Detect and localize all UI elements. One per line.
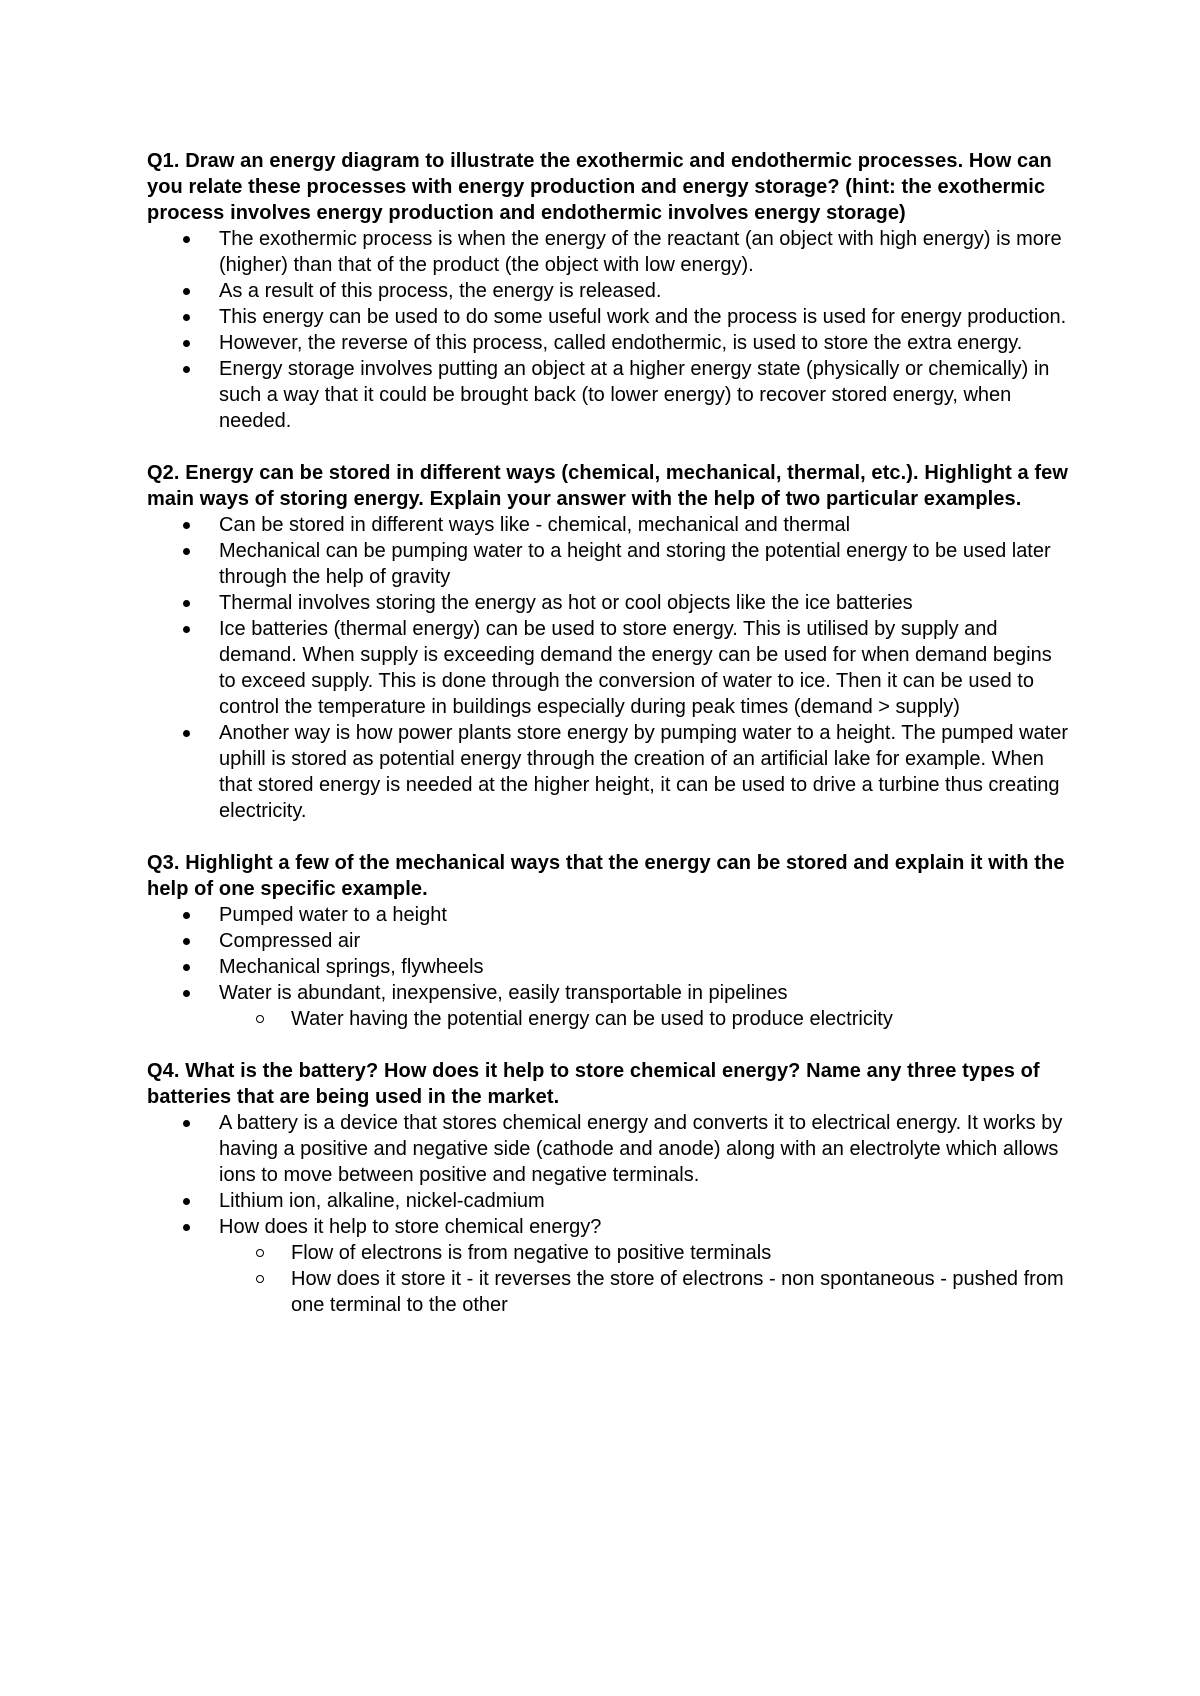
- list-item-text: The exothermic process is when the energy of the reactant (an object with high energy) is more (higher) than that of the product (the object with low energy).: [219, 228, 1062, 276]
- bullet-icon: [183, 990, 190, 997]
- list-item-text: Can be stored in different ways like - chemical, mechanical and thermal: [219, 514, 851, 536]
- list-item-text: Pumped water to a height: [219, 904, 447, 926]
- bullet-icon: [183, 1224, 190, 1231]
- list-item-text: Thermal involves storing the energy as hot or cool objects like the ice batteries: [219, 592, 913, 614]
- list-item-text: However, the reverse of this process, called endothermic, is used to store the extra energy.: [219, 332, 1023, 354]
- sub-list-item: [291, 1240, 1072, 1266]
- bullet-icon: [183, 626, 190, 633]
- list-item: [219, 356, 1072, 434]
- list-item: [219, 720, 1072, 824]
- circle-bullet-icon: [256, 1015, 264, 1023]
- bullet-icon: [183, 1198, 190, 1205]
- bullet-icon: [183, 964, 190, 971]
- bullet-icon: [183, 340, 190, 347]
- question-title: Q2. Energy can be stored in different ways (chemical, mechanical, thermal, etc.). Highlight a few main ways of storing energy. Explain your answer with the help of two particular examples.: [147, 462, 1069, 510]
- list-item-text: Mechanical can be pumping water to a height and storing the potential energy to be used later through the help of gravity: [219, 540, 1051, 588]
- sub-list: [219, 1240, 1072, 1318]
- list-item-text: Another way is how power plants store energy by pumping water to a height. The pumped water uphill is stored as potential energy through the creation of an artificial lake for example. When that stored energy is needed at the higher height, it can be used to drive a turbine thus creating electricity.: [219, 722, 1068, 822]
- answer-list: [147, 902, 1072, 1032]
- answer-list: [147, 512, 1072, 824]
- bullet-icon: [183, 522, 190, 529]
- list-item-text: Water is abundant, inexpensive, easily transportable in pipelines: [219, 982, 788, 1004]
- list-item: [219, 304, 1072, 330]
- list-item-text: Compressed air: [219, 930, 361, 952]
- bullet-icon: [183, 288, 190, 295]
- list-item: [219, 616, 1072, 720]
- sub-list-item: [291, 1266, 1072, 1318]
- list-item: [219, 1214, 1072, 1318]
- question-title: Q3. Highlight a few of the mechanical ways that the energy can be stored and explain it with the help of one specific example.: [147, 852, 1065, 900]
- sub-list-item: [291, 1006, 1072, 1032]
- sub-list-item-text: How does it store it - it reverses the store of electrons - non spontaneous - pushed from one terminal to the other: [291, 1268, 1064, 1316]
- list-item: [219, 1110, 1072, 1188]
- question-title: Q1. Draw an energy diagram to illustrate the exothermic and endothermic processes. How can you relate these processes with energy production and energy storage? (hint: the exothermic process involves energy production and endothermic involves energy storage): [147, 150, 1052, 224]
- answer-list: [147, 226, 1072, 434]
- bullet-icon: [183, 1120, 190, 1127]
- bullet-icon: [183, 314, 190, 321]
- list-item-text: How does it help to store chemical energy?: [219, 1216, 602, 1238]
- list-item-text: Energy storage involves putting an object at a higher energy state (physically or chemically) in such a way that it could be brought back (to lower energy) to recover stored energy, when needed.: [219, 358, 1050, 432]
- list-item: [219, 226, 1072, 278]
- sub-list-item-text: Water having the potential energy can be used to produce electricity: [291, 1008, 893, 1030]
- document-page: [147, 148, 1072, 1344]
- sub-list-item-text: Flow of electrons is from negative to positive terminals: [291, 1242, 772, 1264]
- answer-list: [147, 1110, 1072, 1318]
- list-item: [219, 330, 1072, 356]
- list-item: [219, 902, 1072, 928]
- list-item: [219, 1188, 1072, 1214]
- sub-list: [219, 1006, 1072, 1032]
- bullet-icon: [183, 600, 190, 607]
- list-item-text: Mechanical springs, flywheels: [219, 956, 484, 978]
- list-item-text: Ice batteries (thermal energy) can be used to store energy. This is utilised by supply and demand. When supply is exceeding demand the energy can be used for when demand begins to exceed supply. This is done through the conversion of water to ice. Then it can be used to control the temperature in buildings especially during peak times (demand > supply): [219, 618, 1052, 718]
- list-item-text: Lithium ion, alkaline, nickel-cadmium: [219, 1190, 545, 1212]
- list-item: [219, 512, 1072, 538]
- list-item: [219, 928, 1072, 954]
- bullet-icon: [183, 912, 190, 919]
- list-item: [219, 954, 1072, 980]
- list-item-text: As a result of this process, the energy is released.: [219, 280, 662, 302]
- question-2: [147, 460, 1072, 824]
- bullet-icon: [183, 938, 190, 945]
- list-item-text: A battery is a device that stores chemical energy and converts it to electrical energy. It works by having a positive and negative side (cathode and anode) along with an electrolyte which allows ions to move between positive and negative terminals.: [219, 1112, 1063, 1186]
- list-item: [219, 590, 1072, 616]
- bullet-icon: [183, 366, 190, 373]
- question-1: [147, 148, 1072, 434]
- question-4: [147, 1058, 1072, 1318]
- list-item: [219, 278, 1072, 304]
- bullet-icon: [183, 236, 190, 243]
- list-item-text: This energy can be used to do some useful work and the process is used for energy production.: [219, 306, 1067, 328]
- circle-bullet-icon: [256, 1249, 264, 1257]
- list-item: [219, 538, 1072, 590]
- bullet-icon: [183, 730, 190, 737]
- list-item: [219, 980, 1072, 1032]
- question-title: Q4. What is the battery? How does it help to store chemical energy? Name any three types of batteries that are being used in the market.: [147, 1060, 1040, 1108]
- circle-bullet-icon: [256, 1275, 264, 1283]
- question-3: [147, 850, 1072, 1032]
- bullet-icon: [183, 548, 190, 555]
